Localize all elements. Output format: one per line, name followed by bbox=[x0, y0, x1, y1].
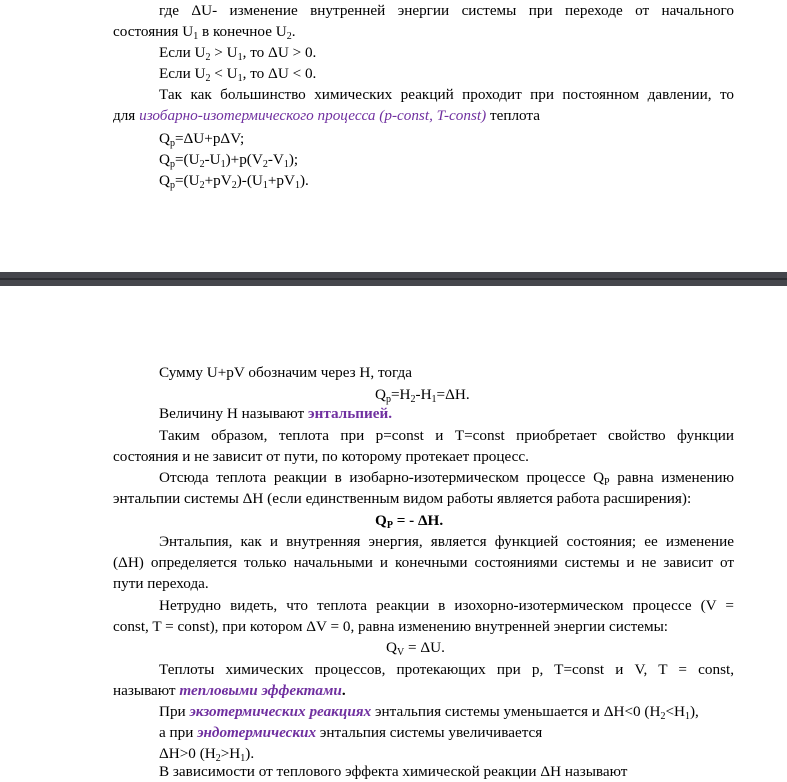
formula-line: $Q_p=(U_2-U_1)+p(V_2-V_1)$; bbox=[159, 151, 299, 170]
text-line: Теплоты химических процессов, протекающих при p, T=const и V, T = const, bbox=[159, 661, 734, 678]
text-line: называют тепловыми эффектами. bbox=[113, 682, 346, 699]
text-line: для изобарно-изотермического процесса (p-const, T-const) теплота bbox=[113, 107, 540, 124]
document-page-1 bbox=[0, 0, 787, 272]
term-endothermic: эндотермических bbox=[197, 724, 317, 741]
text-line: Нетрудно видеть, что теплота реакции в изохорно-изотермическом процессе (V = bbox=[159, 597, 734, 614]
text-line: состояния и не зависит от пути, по которому протекает процесс. bbox=[113, 448, 529, 465]
page-separator-line bbox=[0, 278, 787, 280]
term-enthalpy: энтальпией. bbox=[308, 405, 393, 422]
text-line: Если $U_2 < U_1$, то ΔU < 0. bbox=[159, 65, 317, 84]
formula-line: $Q_p=\Delta U+p\Delta V$; bbox=[159, 130, 245, 149]
document-page-2 bbox=[0, 286, 787, 780]
text-line-cut-off: В зависимости от теплового эффекта химической реакции ΔH называют bbox=[159, 763, 628, 780]
text-line: Если $U_2 > U_1$, то ΔU > 0. bbox=[159, 44, 317, 63]
text-line: Величину H называют энтальпией. bbox=[159, 405, 393, 422]
term-isobaric-isothermal: изобарно-изотермического процесса (p-const, T-const) bbox=[139, 107, 487, 124]
text-line: где ΔU- изменение внутренней энергии системы при переходе от начального bbox=[159, 2, 734, 19]
text-line: Отсюда теплота реакции в изобарно-изотермическом процессе $Q_P$ равна изменению bbox=[159, 469, 735, 488]
text-line: а при эндотермических энтальпия системы увеличивается bbox=[159, 724, 543, 741]
text-line: При экзотермических реакциях энтальпия системы уменьшается и ΔH<0 $(H_2<H_1)$, bbox=[159, 703, 699, 722]
text-line: Сумму U+pV обозначим через H, тогда bbox=[159, 364, 412, 381]
text-line: Таким образом, теплота при p=const и T=const приобретает свойство функции bbox=[159, 427, 734, 444]
formula-line: $Q_p=(U_2+pV_2)-(U_1+pV_1)$. bbox=[159, 172, 309, 191]
term-thermal-effects: тепловыми эффектами bbox=[179, 682, 342, 699]
formula-line: $Q_V = \Delta U$. bbox=[386, 639, 445, 658]
text-line: пути перехода. bbox=[113, 575, 209, 592]
text-line: состояния $U_1$ в конечное $U_2$. bbox=[113, 23, 296, 42]
formula-line: $Q_p=H_2-H_1=\Delta H$. bbox=[375, 386, 470, 405]
text-line: (ΔH) определяется только начальными и конечными состояниями системы и не зависит от bbox=[113, 554, 734, 571]
text-line: Так как большинство химических реакций проходит при постоянном давлении, то bbox=[159, 86, 734, 103]
text-line: Энтальпия, как и внутренняя энергия, является функцией состояния; ее изменение bbox=[159, 533, 734, 550]
text-line: энтальпии системы ΔH (если единственным видом работы является работа расширения): bbox=[113, 490, 692, 507]
formula-line: $Q_P$ = - ΔH. bbox=[375, 512, 444, 531]
text-line: const, T = const), при котором ΔV = 0, равна изменению внутренней энергии системы: bbox=[113, 618, 668, 635]
term-exothermic: экзотермических реакциях bbox=[189, 703, 372, 720]
text-line: ΔH>0 $(H_2>H_1)$. bbox=[159, 745, 255, 764]
